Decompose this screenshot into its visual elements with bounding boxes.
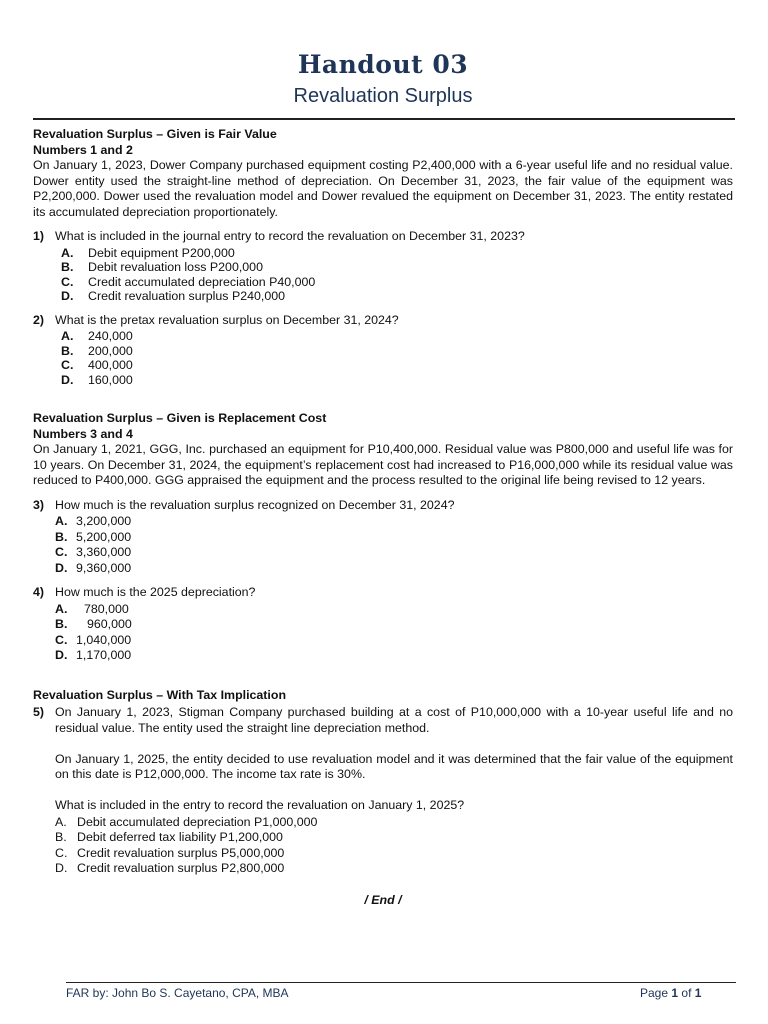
question-text: How much is the revaluation surplus recognized on December 31, 2024? [55,497,455,512]
question-3 [33,498,733,514]
answer-options [61,329,733,387]
question-text: What is included in the journal entry to record the revaluation on December 31, 2023? [55,229,525,243]
header-divider [33,118,735,120]
section-tax-implication [33,688,733,877]
question-number: 2) [33,312,45,327]
problem-paragraph: On January 1, 2023, Dower Company purchased equipment costing P2,400,000 with a 6-year useful life and no residual value. Dower entity used the straight-line method of depreciation. On December 31, 2023, the fair value of the equipment was P2,200,000. Dower used the revaluation model and Dower revalued the equipment on December 31, 2023. The entity restated its accumulated depreciation proportionately. [33,158,733,219]
answer-option: A. Debit equipment P200,000 [61,245,235,260]
section-gap [33,387,733,411]
question-1 [33,229,733,245]
answer-option: D. Credit revaluation surplus P240,000 [61,289,285,303]
answer-options [55,815,733,877]
answer-option: B. 5,200,000 [55,529,132,544]
answer-option: C. Credit revaluation surplus P5,000,000 [55,845,285,860]
answer-option: D. 9,360,000 [55,560,132,575]
page-title: Handout 03 [297,50,469,79]
answer-options [55,602,733,664]
answer-option: A. Debit accumulated depreciation P1,000,000 [55,814,318,829]
answer-option: C. 1,040,000 [55,632,132,647]
answer-options [61,246,733,304]
question-number: 3) [33,497,45,512]
question-number: 4) [33,585,45,599]
footer-author: FAR by: John Bo S. Cayetano, CPA, MBA [66,986,289,1000]
section-numbers: Numbers 1 and 2 [33,142,133,157]
answer-option: D. 160,000 [61,372,133,387]
question-2 [33,313,733,329]
problem-paragraph: On January 1, 2021, GGG, Inc. purchased an equipment for P10,400,000. Residual value was P800,000 and useful life was for 10 years. On December 31, 2024, the equipment’s replacement cost had increased to P16,000,000 while its residual value was reduced to P400,000. GGG appraised the equipment and the process resulted to the original life being revised to 12 years. [33,442,733,487]
footer-divider [66,982,736,983]
section-heading: Revaluation Surplus – With Tax Implication [33,687,287,702]
answer-options [55,514,733,576]
answer-option: B. Debit deferred tax liability P1,200,000 [55,830,283,844]
question-5 [33,705,733,814]
section-numbers: Numbers 3 and 4 [33,426,133,441]
section-gap [33,664,733,688]
question-4 [33,585,733,601]
answer-option: A. 780,000 [55,601,129,616]
answer-option: C. 3,360,000 [55,545,132,559]
answer-option: D. 1,170,000 [55,648,132,662]
section-heading: Revaluation Surplus – Given is Replacement Cost [33,411,327,425]
answer-option: B. 200,000 [61,343,133,358]
page-subtitle: Revaluation Surplus [293,85,473,107]
question-text: What is the pretax revaluation surplus on December 31, 2024? [55,312,399,327]
page-number: Page 1 of 1 [640,986,702,1000]
answer-option: A. 240,000 [61,329,133,343]
end-marker: / End / [364,892,402,907]
answer-option: B. 960,000 [55,617,132,631]
problem-paragraph: On January 1, 2023, Stigman Company purchased building at a cost of P10,000,000 with a 10-year useful life and no residual value. The entity used the straight line depreciation method. [55,705,733,735]
answer-option: A. 3,200,000 [55,514,132,528]
question-text: What is included in the entry to record the revaluation on January 1, 2025? [55,798,465,812]
question-number: 5) [33,705,45,719]
problem-paragraph: On January 1, 2025, the entity decided to use revaluation model and it was determined that the fair value of the equipment on this date is P12,000,000. The income tax rate is 30%. [55,751,733,781]
question-number: 1) [33,229,45,243]
answer-option: B. Debit revaluation loss P200,000 [61,260,263,274]
question-text: How much is the 2025 depreciation? [55,585,256,599]
section-heading: Revaluation Surplus – Given is Fair Value [33,127,277,141]
answer-option: C. 400,000 [61,358,133,372]
section-replacement-cost [33,411,733,664]
answer-option: C. Credit accumulated depreciation P40,000 [61,274,316,289]
document-body [33,127,733,908]
section-fair-value [33,127,733,387]
answer-option: D. Credit revaluation surplus P2,800,000 [55,861,285,875]
